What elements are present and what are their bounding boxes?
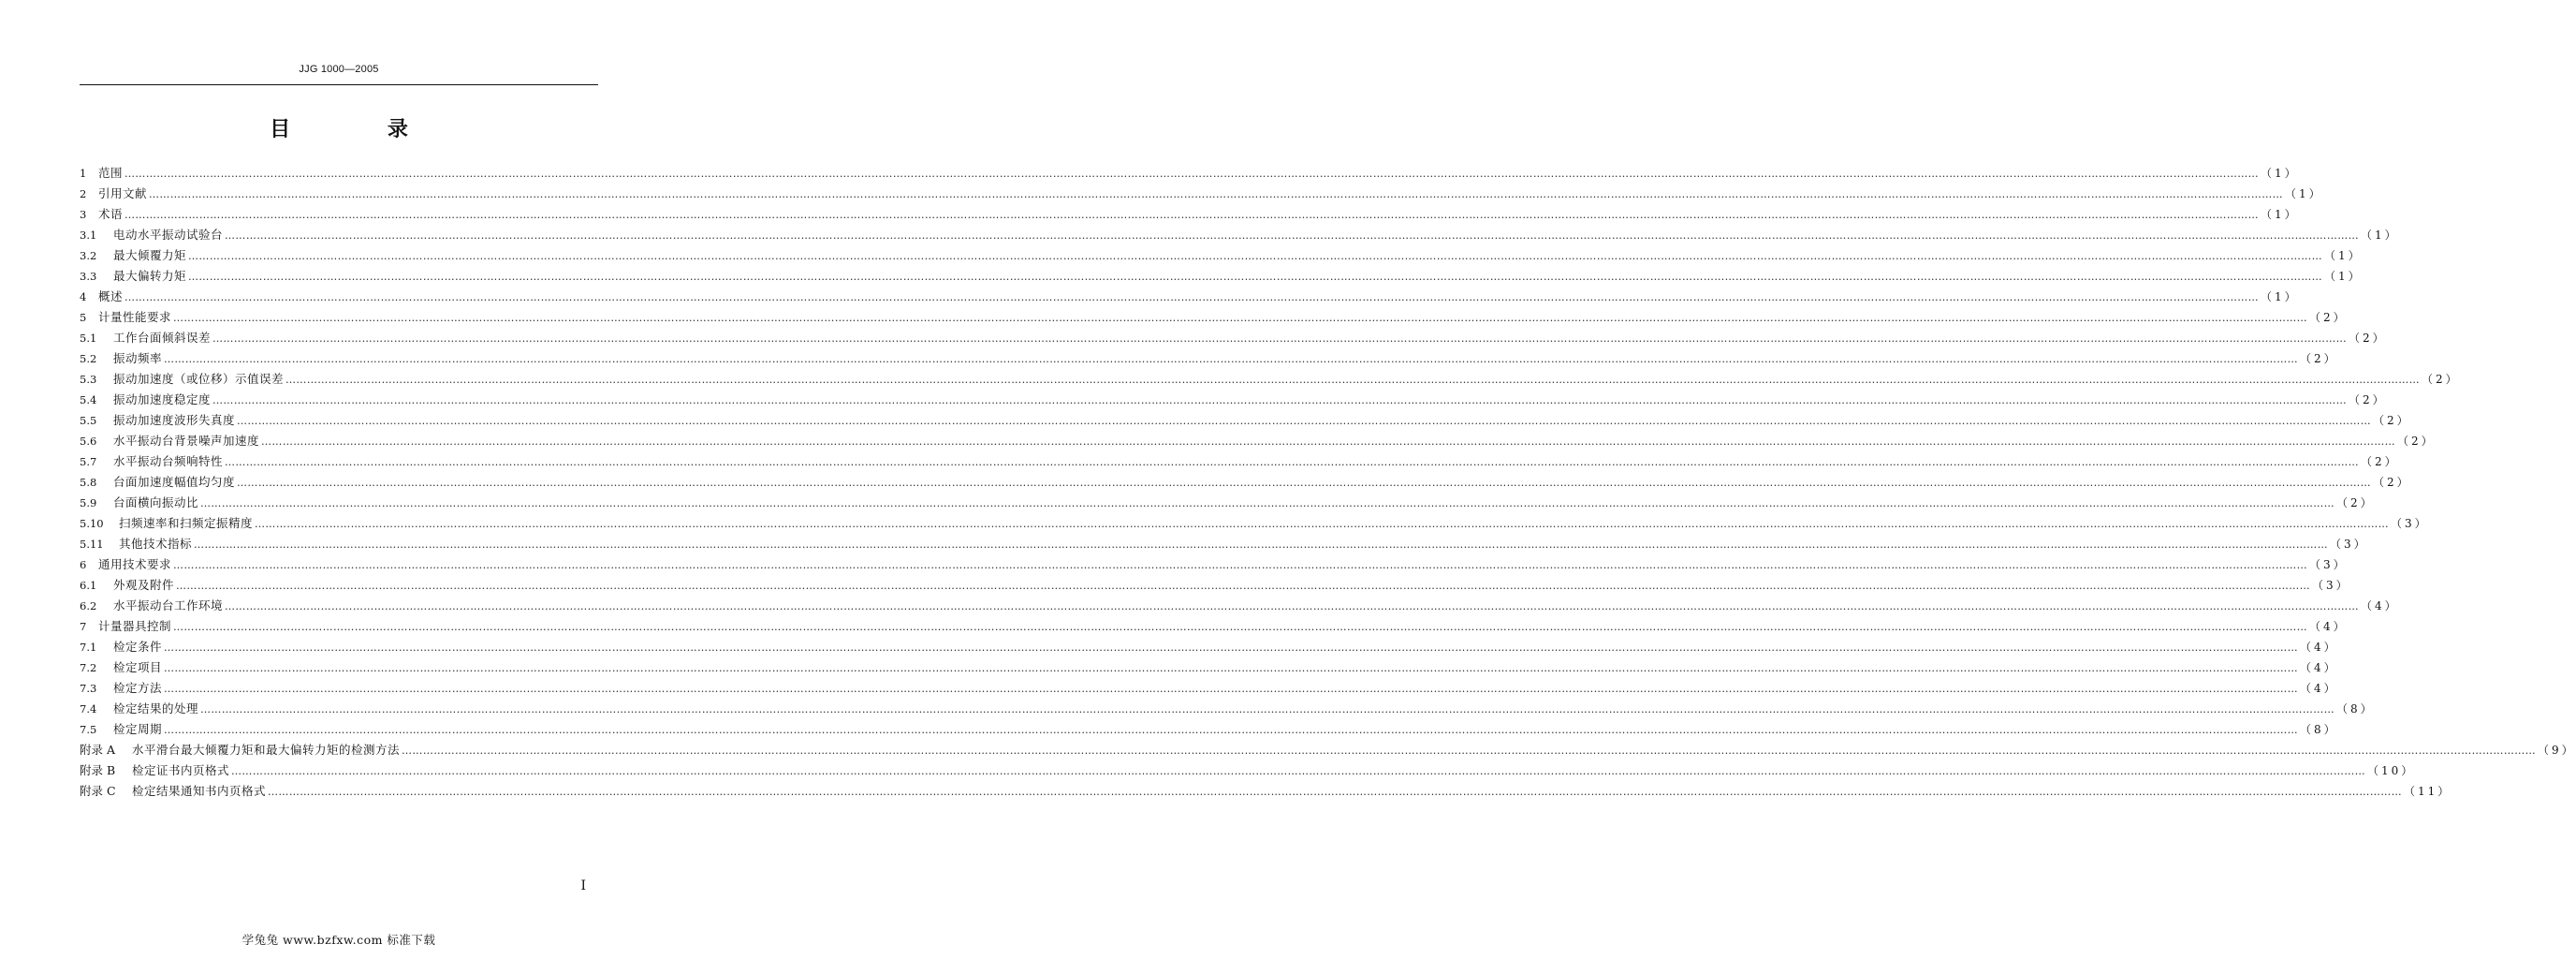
dot-leader: …………………………………………………………………………………………………………………………………………………………………………………………………………………………………………………………………………………………………………………………………………………………………………………………………………………………………………………………………………………………………………………………………………………… (164, 662, 2299, 674)
toc-entry-label: 扫频速率和扫频定振精度 (119, 516, 254, 530)
toc-entry-page: （2） (2336, 496, 2375, 509)
toc-entry[interactable] (80, 411, 2411, 432)
dot-leader: …………………………………………………………………………………………………………………………………………………………………………………………………………………………………………………………………………………………………………………………………………………………………………………………………………………………………………………………………………………………………………………………………………………… (255, 518, 2390, 530)
toc-entry-number: 5.1 (80, 332, 97, 345)
toc-entry[interactable] (80, 184, 2323, 205)
toc-entry[interactable] (80, 494, 2375, 514)
toc-entry[interactable] (80, 679, 2338, 700)
toc-entry-page: （1） (2261, 290, 2299, 303)
toc-entry-label: 水平振动台频响特性 (113, 454, 224, 468)
toc-entry-label: 检定项目 (113, 660, 163, 674)
toc-entry[interactable] (80, 473, 2411, 494)
toc-entry[interactable] (80, 535, 2368, 555)
toc-entry[interactable] (80, 329, 2387, 349)
dot-leader: …………………………………………………………………………………………………………………………………………………………………………………………………………………………………………………………………………………………………………………………………………………………………………………………………………………………………………………………………………………………………………………………………………………… (237, 415, 2372, 427)
dot-leader: …………………………………………………………………………………………………………………………………………………………………………………………………………………………………………………………………………………………………………………………………………………………………………………………………………………………………………………………………………………………………………………………………………………… (124, 209, 2260, 221)
dot-leader: …………………………………………………………………………………………………………………………………………………………………………………………………………………………………………………………………………………………………………………………………………………………………………………………………………………………………………………………………………………………………………………………………………………… (285, 374, 2421, 386)
toc-entry-page: （2） (2300, 352, 2338, 365)
toc-entry-number: 4 (80, 290, 87, 303)
dot-leader: …………………………………………………………………………………………………………………………………………………………………………………………………………………………………………………………………………………………………………………………………………………………………………………………………………………………………………………………………………………………………………………………………………………… (225, 600, 2360, 612)
toc-entry-page: （8） (2300, 723, 2338, 736)
toc-entry-label: 其他技术指标 (119, 537, 193, 551)
toc-entry-label: 检定方法 (113, 681, 163, 695)
toc-entry-label: 振动加速度波形失真度 (113, 413, 236, 427)
toc-entry-label: 电动水平振动试验台 (113, 228, 224, 242)
toc-entry-label: 计量器具控制 (98, 619, 172, 633)
toc-entry-page: （2） (2397, 435, 2436, 448)
toc-entry-number: 7.2 (80, 661, 97, 674)
dot-leader: …………………………………………………………………………………………………………………………………………………………………………………………………………………………………………………………………………………………………………………………………………………………………………………………………………………………………………………………………………………………………………………………………………………… (149, 188, 2284, 200)
toc-entry-page: （4） (2300, 661, 2338, 674)
toc-entry[interactable] (80, 226, 2399, 246)
toc-entry-number: 2 (80, 187, 87, 200)
watermark-footer: 学兔兔 www.bzfxw.com 标准下载 (242, 933, 436, 947)
header-rule (80, 84, 598, 85)
toc-entry-label: 水平振动台背景噪声加速度 (113, 434, 260, 448)
toc-entry-page: （3） (2312, 579, 2350, 592)
table-of-contents (80, 164, 2576, 803)
toc-entry-number: 5.5 (80, 414, 97, 427)
toc-entry-page: （2） (2373, 476, 2411, 489)
toc-entry[interactable] (80, 267, 2363, 288)
toc-entry-page: （1） (2361, 229, 2399, 242)
toc-entry-page: （1） (2261, 167, 2299, 180)
toc-entry-label: 范围 (98, 166, 124, 180)
toc-entry-number: 5 (80, 311, 87, 324)
toc-entry-number: 7 (80, 620, 87, 633)
toc-entry[interactable] (80, 205, 2299, 226)
toc-entry[interactable] (80, 638, 2338, 658)
toc-entry-number: 5.4 (80, 393, 97, 406)
toc-entry-page: （1） (2324, 249, 2363, 262)
toc-entry-label: 检定结果的处理 (113, 701, 199, 716)
toc-entry-page: （9） (2538, 744, 2576, 757)
toc-entry[interactable] (80, 370, 2460, 391)
toc-entry-page: （10） (2367, 764, 2416, 777)
dot-leader: …………………………………………………………………………………………………………………………………………………………………………………………………………………………………………………………………………………………………………………………………………………………………………………………………………………………………………………………………………………………………………………………………………………… (237, 477, 2372, 489)
toc-entry-page: （1） (2261, 208, 2299, 221)
toc-entry-number: 1 (80, 167, 87, 180)
toc-entry-number: 附录 B (80, 763, 116, 777)
page-number: I (580, 878, 586, 893)
dot-leader: …………………………………………………………………………………………………………………………………………………………………………………………………………………………………………………………………………………………………………………………………………………………………………………………………………………………………………………………………………………………………………………………………………………… (176, 580, 2311, 592)
toc-entry-number: 附录 A (80, 743, 116, 757)
toc-entry[interactable] (80, 308, 2348, 329)
toc-entry-label: 台面加速度幅值均匀度 (113, 475, 236, 489)
toc-entry-number: 7.1 (80, 641, 97, 654)
toc-entry-label: 台面横向振动比 (113, 495, 199, 509)
toc-entry-label: 最大偏转力矩 (113, 269, 187, 283)
toc-entry-page: （2） (2361, 455, 2399, 468)
toc-entry-label: 振动加速度稳定度 (113, 392, 212, 406)
toc-entry-label: 计量性能要求 (98, 310, 172, 324)
dot-leader: …………………………………………………………………………………………………………………………………………………………………………………………………………………………………………………………………………………………………………………………………………………………………………………………………………………………………………………………………………………………………………………………………………………… (124, 168, 2260, 180)
toc-entry-page: （11） (2404, 785, 2452, 798)
dot-leader: …………………………………………………………………………………………………………………………………………………………………………………………………………………………………………………………………………………………………………………………………………………………………………………………………………………………………………………………………………………………………………………………………………………… (231, 765, 2366, 777)
toc-entry-label: 检定证书内页格式 (132, 763, 230, 777)
dot-leader: …………………………………………………………………………………………………………………………………………………………………………………………………………………………………………………………………………………………………………………………………………………………………………………………………………………………………………………………………………………………………………………………………………………… (194, 539, 2329, 551)
dot-leader: …………………………………………………………………………………………………………………………………………………………………………………………………………………………………………………………………………………………………………………………………………………………………………………………………………………………………………………………………………………………………………………………………………………… (268, 786, 2403, 798)
toc-entry-page: （2） (2349, 393, 2387, 406)
toc-entry[interactable] (80, 452, 2399, 473)
toc-entry[interactable] (80, 514, 2429, 535)
toc-entry-label: 检定周期 (113, 722, 163, 736)
toc-entry-number: 7.4 (80, 702, 97, 716)
dot-leader: …………………………………………………………………………………………………………………………………………………………………………………………………………………………………………………………………………………………………………………………………………………………………………………………………………………………………………………………………………………………………………………………………………………… (164, 353, 2299, 365)
toc-entry-page: （2） (2349, 332, 2387, 345)
toc-entry-number: 3.1 (80, 229, 97, 242)
toc-entry-label: 外观及附件 (113, 578, 175, 592)
toc-entry-number: 7.3 (80, 682, 97, 695)
toc-entry[interactable] (80, 658, 2338, 679)
toc-entry-page: （1） (2285, 187, 2323, 200)
toc-entry-number: 3.3 (80, 270, 97, 283)
toc-entry[interactable] (80, 576, 2350, 597)
toc-entry-page: （4） (2300, 641, 2338, 654)
toc-entry-number: 6 (80, 558, 87, 571)
toc-entry[interactable] (80, 349, 2338, 370)
toc-entry-label: 概述 (98, 289, 124, 303)
toc-entry-page: （4） (2309, 620, 2348, 633)
toc-entry-number: 5.10 (80, 517, 104, 530)
toc-entry-page: （2） (2373, 414, 2411, 427)
toc-entry-label: 检定条件 (113, 640, 163, 654)
dot-leader: …………………………………………………………………………………………………………………………………………………………………………………………………………………………………………………………………………………………………………………………………………………………………………………………………………………………………………………………………………………………………………………………………………………… (164, 683, 2299, 695)
toc-entry[interactable] (80, 246, 2363, 267)
toc-entry[interactable] (80, 391, 2387, 411)
toc-entry-number: 7.5 (80, 723, 97, 736)
toc-entry-page: （8） (2336, 702, 2375, 716)
dot-leader: …………………………………………………………………………………………………………………………………………………………………………………………………………………………………………………………………………………………………………………………………………………………………………………………………………………………………………………………………………………………………………………………………………………… (164, 642, 2299, 654)
toc-entry-number: 6.1 (80, 579, 97, 592)
toc-entry-number: 5.9 (80, 496, 97, 509)
dot-leader: …………………………………………………………………………………………………………………………………………………………………………………………………………………………………………………………………………………………………………………………………………………………………………………………………………………………………………………………………………………………………………………………………………………… (261, 435, 2396, 448)
toc-entry-label: 通用技术要求 (98, 557, 172, 571)
dot-leader: …………………………………………………………………………………………………………………………………………………………………………………………………………………………………………………………………………………………………………………………………………………………………………………………………………………………………………………………………………………………………………………………………………………… (200, 497, 2335, 509)
toc-entry-label: 振动加速度（或位移）示值误差 (113, 372, 285, 386)
toc-title: 目 录 (270, 118, 453, 141)
toc-entry[interactable] (80, 720, 2338, 741)
toc-entry-label: 水平振动台工作环境 (113, 598, 224, 612)
toc-entry-number: 5.6 (80, 435, 97, 448)
toc-entry[interactable] (80, 288, 2299, 308)
toc-entry-number: 5.2 (80, 352, 97, 365)
toc-entry-page: （3） (2309, 558, 2348, 571)
toc-entry-label: 引用文献 (98, 186, 148, 200)
dot-leader: …………………………………………………………………………………………………………………………………………………………………………………………………………………………………………………………………………………………………………………………………………………………………………………………………………………………………………………………………………………………………………………………………………………… (173, 559, 2308, 571)
toc-entry-page: （3） (2391, 517, 2429, 530)
toc-entry-number: 3.2 (80, 249, 97, 262)
dot-leader: …………………………………………………………………………………………………………………………………………………………………………………………………………………………………………………………………………………………………………………………………………………………………………………………………………………………………………………………………………………………………………………………………………………… (212, 394, 2348, 406)
toc-entry-number: 5.3 (80, 373, 97, 386)
toc-entry-number: 5.8 (80, 476, 97, 489)
toc-entry[interactable] (80, 432, 2436, 452)
toc-entry[interactable] (80, 761, 2416, 782)
toc-entry-label: 最大倾覆力矩 (113, 248, 187, 262)
toc-entry-page: （4） (2300, 682, 2338, 695)
toc-entry-label: 检定结果通知书内页格式 (132, 784, 267, 798)
toc-entry[interactable] (80, 597, 2399, 617)
dot-leader: …………………………………………………………………………………………………………………………………………………………………………………………………………………………………………………………………………………………………………………………………………………………………………………………………………………………………………………………………………………………………………………………………………………… (188, 271, 2323, 283)
toc-entry-page: （1） (2324, 270, 2363, 283)
toc-entry[interactable] (80, 741, 2576, 761)
toc-entry[interactable] (80, 700, 2375, 720)
running-header: JJG 1000—2005 (299, 64, 379, 75)
toc-entry[interactable] (80, 782, 2452, 803)
dot-leader: …………………………………………………………………………………………………………………………………………………………………………………………………………………………………………………………………………………………………………………………………………………………………………………………………………………………………………………………………………………………………………………………………………………… (173, 312, 2308, 324)
toc-entry-page: （2） (2309, 311, 2348, 324)
toc-entry-page: （4） (2361, 599, 2399, 612)
toc-entry-label: 水平滑台最大倾覆力矩和最大偏转力矩的检测方法 (132, 743, 401, 757)
toc-entry-page: （3） (2330, 538, 2368, 551)
dot-leader: …………………………………………………………………………………………………………………………………………………………………………………………………………………………………………………………………………………………………………………………………………………………………………………………………………………………………………………………………………………………………………………………………………………… (200, 703, 2335, 716)
toc-entry-label: 术语 (98, 207, 124, 221)
dot-leader: …………………………………………………………………………………………………………………………………………………………………………………………………………………………………………………………………………………………………………………………………………………………………………………………………………………………………………………………………………………………………………………………………………………… (124, 291, 2260, 303)
dot-leader: …………………………………………………………………………………………………………………………………………………………………………………………………………………………………………………………………………………………………………………………………………………………………………………………………………………………………………………………………………………………………………………………………………………… (402, 745, 2537, 757)
toc-entry-number: 附录 C (80, 784, 116, 798)
dot-leader: …………………………………………………………………………………………………………………………………………………………………………………………………………………………………………………………………………………………………………………………………………………………………………………………………………………………………………………………………………………………………………………………………………………… (225, 229, 2360, 242)
dot-leader: …………………………………………………………………………………………………………………………………………………………………………………………………………………………………………………………………………………………………………………………………………………………………………………………………………………………………………………………………………………………………………………………………………………… (212, 332, 2348, 345)
toc-entry[interactable] (80, 164, 2299, 184)
toc-entry-label: 工作台面倾斜误差 (113, 331, 212, 345)
toc-entry-page: （2） (2422, 373, 2460, 386)
toc-entry[interactable] (80, 617, 2348, 638)
toc-entry[interactable] (80, 555, 2348, 576)
toc-entry-number: 6.2 (80, 599, 97, 612)
dot-leader: …………………………………………………………………………………………………………………………………………………………………………………………………………………………………………………………………………………………………………………………………………………………………………………………………………………………………………………………………………………………………………………………………………………… (225, 456, 2360, 468)
toc-entry-number: 5.7 (80, 455, 97, 468)
dot-leader: …………………………………………………………………………………………………………………………………………………………………………………………………………………………………………………………………………………………………………………………………………………………………………………………………………………………………………………………………………………………………………………………………………………… (188, 250, 2323, 262)
dot-leader: …………………………………………………………………………………………………………………………………………………………………………………………………………………………………………………………………………………………………………………………………………………………………………………………………………………………………………………………………………………………………………………………………………………… (173, 621, 2308, 633)
toc-entry-label: 振动频率 (113, 351, 163, 365)
toc-entry-number: 3 (80, 208, 87, 221)
toc-entry-number: 5.11 (80, 538, 104, 551)
dot-leader: …………………………………………………………………………………………………………………………………………………………………………………………………………………………………………………………………………………………………………………………………………………………………………………………………………………………………………………………………………………………………………………………………………………… (164, 724, 2299, 736)
